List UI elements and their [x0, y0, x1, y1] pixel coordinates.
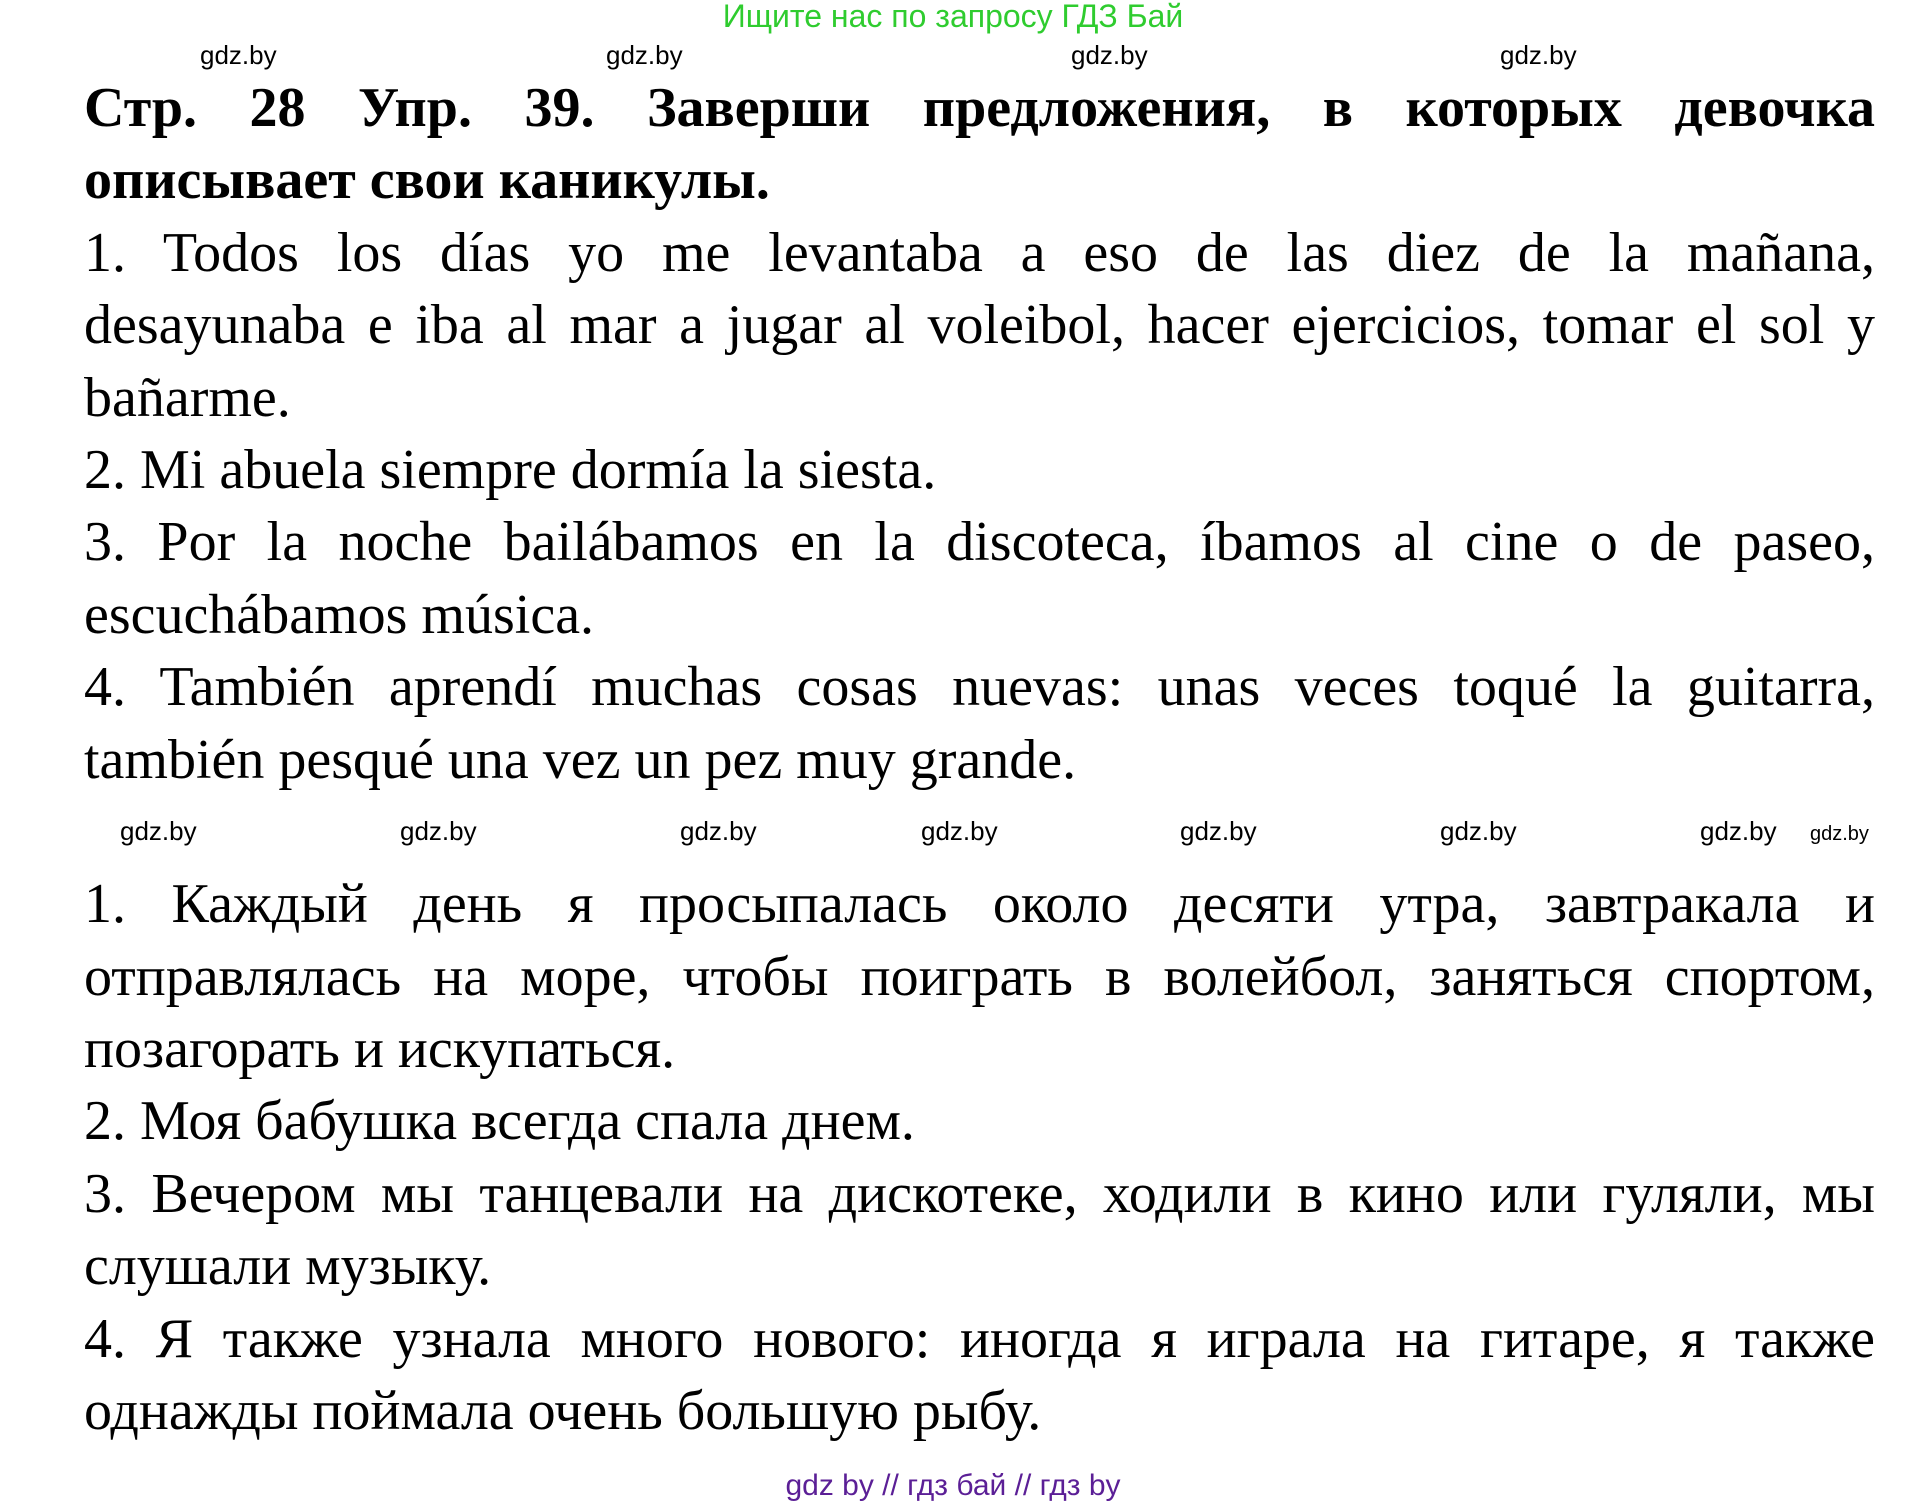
- russian-translation-line: 4. Я также узнала много нового: иногда я играла на гитаре, я также: [84, 1307, 1875, 1370]
- gdz-watermark: gdz.by: [1500, 40, 1577, 70]
- spanish-sentence-line: escuchábamos música.: [84, 583, 595, 646]
- russian-translation-line: позагорать и искупаться.: [84, 1018, 676, 1081]
- gdz-watermark: gdz.by: [120, 816, 197, 846]
- russian-translation-line: отправлялась на море, чтобы поиграть в волейбол, заняться спортом,: [84, 945, 1875, 1008]
- spanish-sentence-line: 4. También aprendí muchas cosas nuevas: unas veces toqué la guitarra,: [84, 656, 1875, 719]
- gdz-watermark: gdz.by: [400, 816, 477, 846]
- gdz-watermark: gdz.by: [1810, 823, 1869, 845]
- gdz-watermark: gdz.by: [1071, 40, 1148, 70]
- gdz-watermark: gdz.by: [1440, 816, 1517, 846]
- spanish-sentence-line: 2. Mi abuela siempre dormía la siesta.: [84, 438, 937, 501]
- spanish-sentence-line: bañarme.: [84, 366, 291, 429]
- footer-watermark: gdz by // гдз бай // гдз by: [785, 1469, 1121, 1502]
- exercise-heading-line: описывает свои каникулы.: [84, 149, 770, 212]
- russian-translation-line: слушали музыку.: [84, 1235, 492, 1298]
- gdz-watermark: gdz.by: [680, 816, 757, 846]
- spanish-sentence-line: también pesqué una vez un pez muy grande.: [84, 728, 1077, 791]
- russian-translation-line: 1. Каждый день я просыпалась около десяти утра, завтракала и: [84, 873, 1875, 936]
- russian-translation-line: 3. Вечером мы танцевали на дискотеке, ходили в кино или гуляли, мы: [84, 1162, 1875, 1225]
- exercise-content: [84, 72, 1875, 1447]
- spanish-sentence-line: desayunaba e iba al mar a jugar al voleibol, hacer ejercicios, tomar el sol y: [84, 294, 1875, 357]
- spanish-sentence-line: 1. Todos los días yo me levantaba a eso de las diez de la mañana,: [84, 221, 1875, 284]
- search-hint-banner: Ищите нас по запросу ГДЗ Бай: [722, 0, 1184, 34]
- russian-translation-line: 2. Моя бабушка всегда спала днем.: [84, 1090, 915, 1153]
- exercise-heading-line: Стр. 28 Упр. 39. Заверши предложения, в которых девочка: [84, 77, 1875, 139]
- gdz-watermark: gdz.by: [921, 816, 998, 846]
- gdz-watermark: gdz.by: [606, 40, 683, 70]
- russian-translation-line: однажды поймала очень большую рыбу.: [84, 1380, 1042, 1443]
- gdz-watermark: gdz.by: [200, 40, 277, 70]
- gdz-watermark: gdz.by: [1180, 816, 1257, 846]
- spanish-sentence-line: 3. Por la noche bailábamos en la discoteca, íbamos al cine o de paseo,: [84, 511, 1875, 574]
- gdz-watermark: gdz.by: [1700, 816, 1777, 846]
